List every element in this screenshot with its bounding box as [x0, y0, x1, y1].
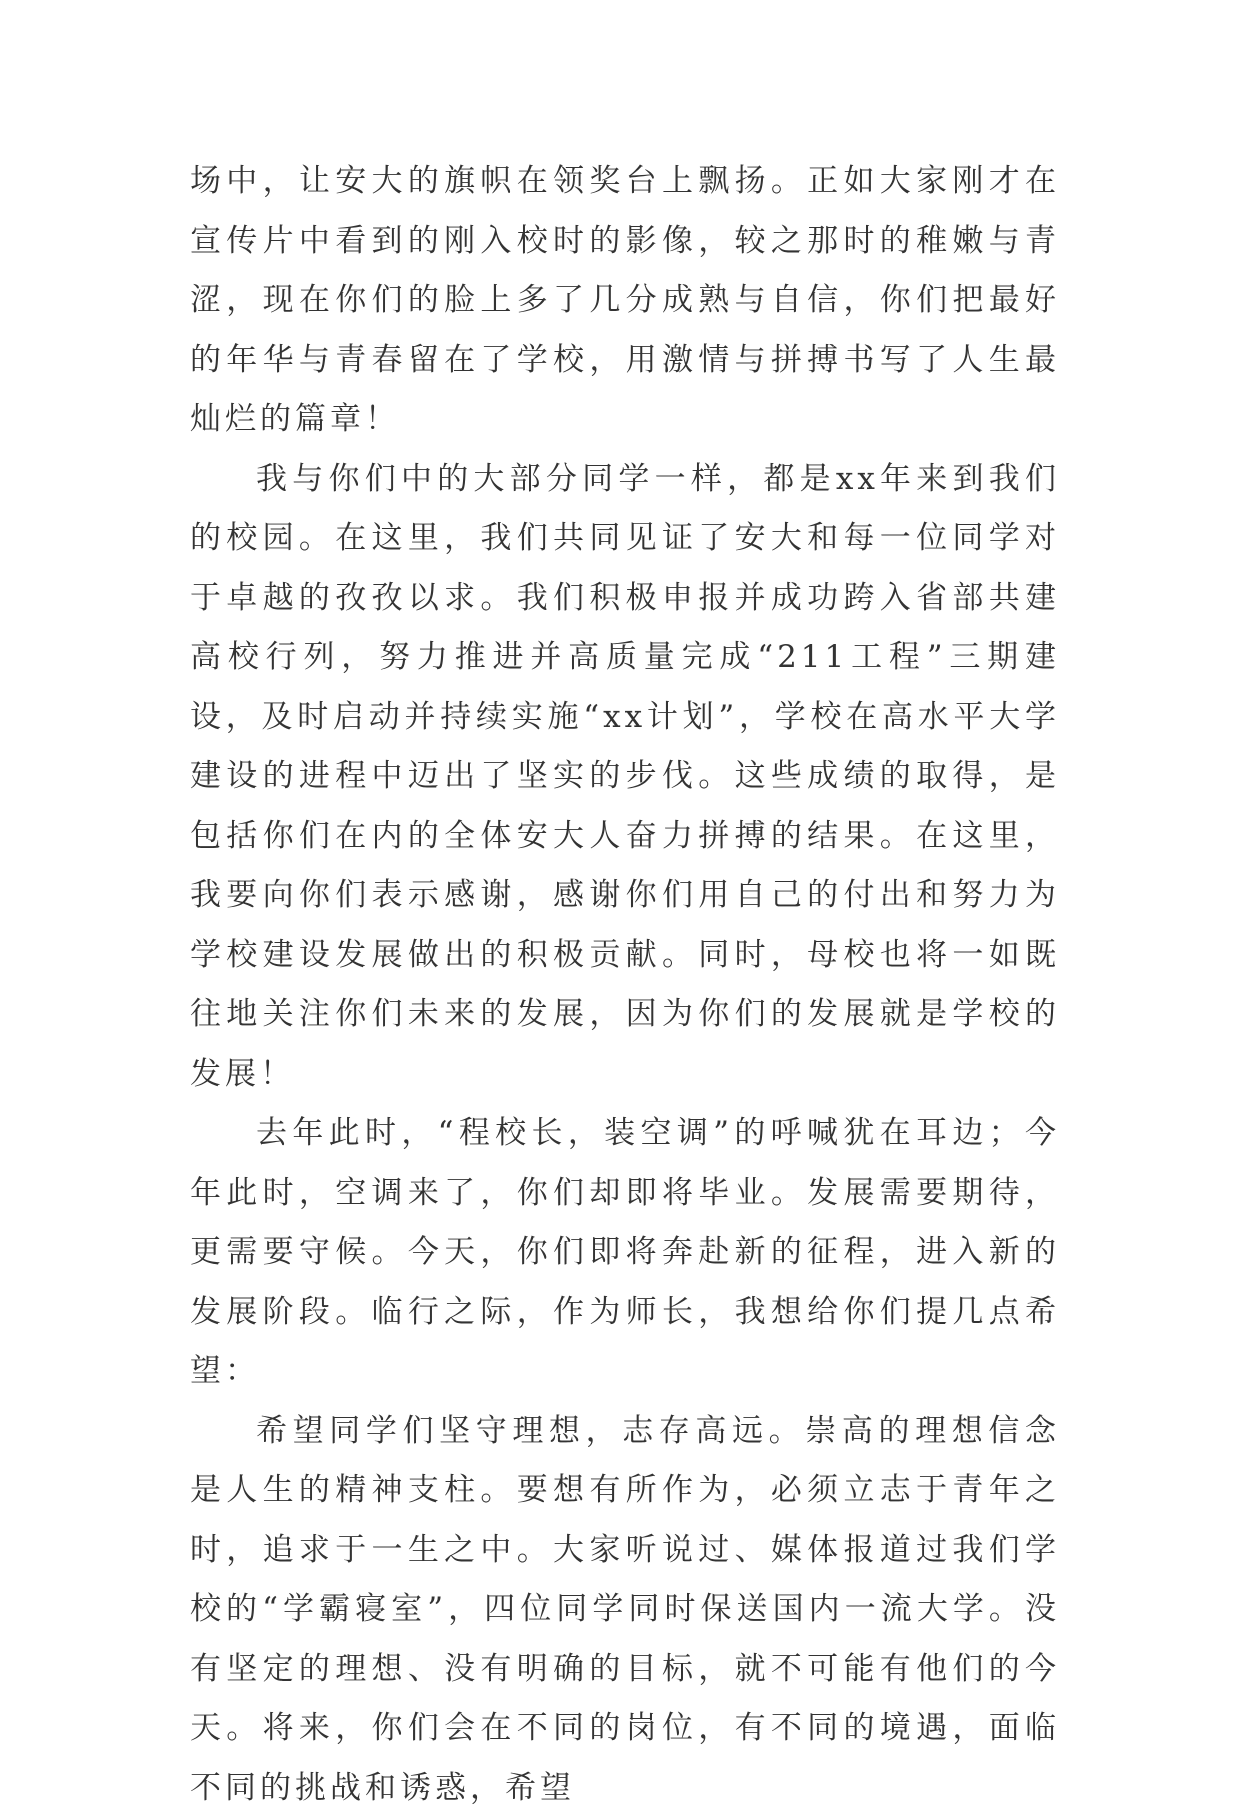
paragraph-4: 希望同学们坚守理想，志存高远。崇高的理想信念是人生的精神支柱。要想有所作为，必须立志于青年之时，追求于一生之中。大家听说过、媒体报道过我们学校的“学霸寝室”，四位同学同时保送国内一流大学。没有坚定的理想、没有明确的目标，就不可能有他们的今天。将来，你们会在不同的岗位，有不同的境遇，面临不同的挑战和诱惑，希望	[190, 1402, 1060, 1818]
paragraph-3: 去年此时，“程校长，装空调”的呼喊犹在耳边；今年此时，空调来了，你们却即将毕业。发展需要期待，更需要守候。今天，你们即将奔赴新的征程，进入新的发展阶段。临行之际，作为师长，我想给你们提几点希望：	[190, 1104, 1060, 1402]
document-body	[190, 152, 1060, 1818]
paragraph-2: 我与你们中的大部分同学一样，都是xx年来到我们的校园。在这里，我们共同见证了安大和每一位同学对于卓越的孜孜以求。我们积极申报并成功跨入省部共建高校行列，努力推进并高质量完成“211工程”三期建设，及时启动并持续实施“xx计划”，学校在高水平大学建设的进程中迈出了坚实的步伐。这些成绩的取得，是包括你们在内的全体安大人奋力拼搏的结果。在这里，我要向你们表示感谢，感谢你们用自己的付出和努力为学校建设发展做出的积极贡献。同时，母校也将一如既往地关注你们未来的发展，因为你们的发展就是学校的发展！	[190, 450, 1060, 1105]
paragraph-1: 场中，让安大的旗帜在领奖台上飘扬。正如大家刚才在宣传片中看到的刚入校时的影像，较之那时的稚嫩与青涩，现在你们的脸上多了几分成熟与自信，你们把最好的年华与青春留在了学校，用激情与拼搏书写了人生最灿烂的篇章！	[190, 152, 1060, 450]
